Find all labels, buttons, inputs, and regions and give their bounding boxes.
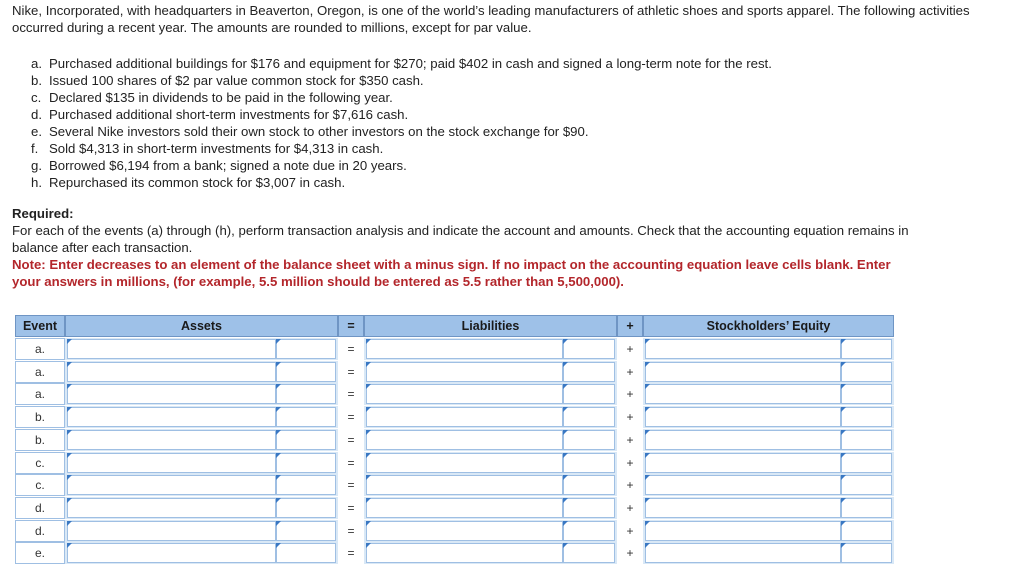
plus-sign: + — [626, 523, 634, 538]
plus-sign: + — [626, 342, 634, 356]
event-letter: h. — [31, 175, 42, 190]
liabilities-account-input[interactable] — [366, 362, 563, 382]
event-text: Repurchased its common stock for $3,007 in cash. — [49, 175, 346, 190]
liabilities-amount-input[interactable] — [563, 521, 615, 541]
equals-sign: = — [347, 410, 355, 425]
event-item — [31, 174, 991, 191]
liabilities-account-input[interactable] — [366, 521, 563, 541]
liabilities-amount-input[interactable] — [563, 453, 615, 473]
assets-account-input[interactable] — [67, 475, 276, 495]
event-letter: g. — [31, 158, 42, 173]
plus-sign: + — [626, 478, 634, 493]
liabilities-amount-input[interactable] — [563, 339, 615, 359]
equity-account-input[interactable] — [645, 339, 841, 359]
equity-amount-input[interactable] — [841, 475, 892, 495]
assets-account-input[interactable] — [67, 362, 276, 382]
equity-account-input[interactable] — [645, 384, 841, 404]
equity-amount-input[interactable] — [841, 430, 892, 450]
equity-amount-input[interactable] — [841, 362, 892, 382]
liabilities-account-input[interactable] — [366, 453, 563, 473]
liabilities-account-input[interactable] — [366, 407, 563, 427]
table-row — [15, 383, 894, 405]
assets-account-input[interactable] — [67, 430, 276, 450]
header-event: Event — [15, 315, 65, 337]
equals-sign: = — [347, 364, 355, 379]
equity-amount-input[interactable] — [841, 521, 892, 541]
assets-amount-input[interactable] — [276, 430, 336, 450]
event-text: Several Nike investors sold their own stock to other investors on the stock exchange for $90. — [49, 124, 589, 139]
header-liabilities: Liabilities — [364, 315, 617, 337]
liabilities-amount-input[interactable] — [563, 362, 615, 382]
table-row — [15, 429, 894, 451]
required-text: For each of the events (a) through (h), perform transaction analysis and indicate the account and amounts. Check that the accounting equation remains in balance after each transaction. — [12, 223, 909, 255]
equity-account-input[interactable] — [645, 453, 841, 473]
plus-sign: + — [626, 432, 634, 447]
assets-account-input[interactable] — [67, 407, 276, 427]
event-item — [31, 157, 991, 174]
plus-sign: + — [626, 546, 634, 561]
assets-amount-input[interactable] — [276, 521, 336, 541]
plus-sign: + — [626, 410, 634, 425]
header-equity: Stockholders’ Equity — [643, 315, 894, 337]
liabilities-amount-input[interactable] — [563, 475, 615, 495]
equity-amount-input[interactable] — [841, 453, 892, 473]
assets-account-input[interactable] — [67, 521, 276, 541]
assets-amount-input[interactable] — [276, 475, 336, 495]
equals-sign: = — [347, 478, 355, 493]
event-item — [31, 140, 991, 157]
problem-intro: Nike, Incorporated, with headquarters in Beaverton, Oregon, is one of the world’s leading manufacturers of athletic shoes and sports apparel. The following activities occurred during a recent year. The amounts are rounded to millions, except for par value. — [12, 3, 970, 35]
required-title: Required: — [12, 206, 74, 221]
liabilities-account-input[interactable] — [366, 430, 563, 450]
assets-account-input[interactable] — [67, 339, 276, 359]
liabilities-account-input[interactable] — [366, 384, 563, 404]
event-cell: c. — [15, 474, 65, 496]
table-row — [15, 406, 894, 428]
equity-amount-input[interactable] — [841, 498, 892, 518]
equals-sign: = — [347, 523, 355, 538]
equity-account-input[interactable] — [645, 430, 841, 450]
note-text: Note: Enter decreases to an element of the balance sheet with a minus sign. If no impact on the accounting equation leave cells blank. Enter your answers in millions, (for example, 5.5 million should be entered as 5.5 rather than 5,500,000). — [12, 257, 891, 289]
plus-sign: + — [626, 455, 634, 470]
liabilities-account-input[interactable] — [366, 543, 563, 563]
equity-account-input[interactable] — [645, 543, 841, 563]
liabilities-amount-input[interactable] — [563, 384, 615, 404]
equals-sign: = — [347, 455, 355, 470]
event-cell: e. — [15, 542, 65, 564]
event-cell: b. — [15, 429, 65, 451]
event-cell: d. — [15, 520, 65, 542]
event-letter: f. — [31, 141, 39, 156]
assets-amount-input[interactable] — [276, 339, 336, 359]
event-item — [31, 123, 991, 140]
liabilities-amount-input[interactable] — [563, 543, 615, 563]
event-text: Purchased additional short-term investments for $7,616 cash. — [49, 107, 409, 122]
event-letter: e. — [31, 124, 42, 139]
assets-account-input[interactable] — [67, 498, 276, 518]
equity-account-input[interactable] — [645, 521, 841, 541]
table-row — [15, 361, 894, 383]
event-item — [31, 55, 991, 72]
event-letter: b. — [31, 73, 42, 88]
event-cell: a. — [15, 338, 65, 360]
event-cell: c. — [15, 452, 65, 474]
assets-account-input[interactable] — [67, 384, 276, 404]
table-row — [15, 497, 894, 519]
event-list — [31, 55, 991, 191]
equity-account-input[interactable] — [645, 498, 841, 518]
equals-sign: = — [347, 546, 355, 561]
event-letter: a. — [31, 56, 42, 71]
equals-sign: = — [347, 500, 355, 515]
liabilities-account-input[interactable] — [366, 339, 563, 359]
liabilities-account-input[interactable] — [366, 475, 563, 495]
liabilities-amount-input[interactable] — [563, 498, 615, 518]
assets-account-input[interactable] — [67, 453, 276, 473]
event-text: Issued 100 shares of $2 par value common stock for $350 cash. — [49, 73, 424, 88]
event-text: Sold $4,313 in short-term investments for $4,313 in cash. — [49, 141, 384, 156]
equity-account-input[interactable] — [645, 407, 841, 427]
plus-sign: + — [626, 364, 634, 379]
assets-amount-input[interactable] — [276, 498, 336, 518]
plus-sign: + — [626, 387, 634, 402]
equity-amount-input[interactable] — [841, 407, 892, 427]
event-text: Borrowed $6,194 from a bank; signed a note due in 20 years. — [49, 158, 407, 173]
event-cell: a. — [15, 383, 65, 405]
assets-account-input[interactable] — [67, 543, 276, 563]
assets-amount-input[interactable] — [276, 362, 336, 382]
table-row — [15, 520, 894, 542]
event-cell: b. — [15, 406, 65, 428]
liabilities-amount-input[interactable] — [563, 430, 615, 450]
event-item — [31, 72, 991, 89]
event-text: Purchased additional buildings for $176 and equipment for $270; paid $402 in cash and signed a long-term note for the rest. — [49, 56, 772, 71]
event-letter: d. — [31, 107, 42, 122]
assets-amount-input[interactable] — [276, 384, 336, 404]
header-equals: = — [338, 315, 364, 337]
equity-amount-input[interactable] — [841, 339, 892, 359]
event-item — [31, 106, 991, 123]
assets-amount-input[interactable] — [276, 543, 336, 563]
equity-amount-input[interactable] — [841, 384, 892, 404]
assets-amount-input[interactable] — [276, 453, 336, 473]
plus-sign: + — [626, 500, 634, 515]
table-row — [15, 452, 894, 474]
table-row — [15, 542, 894, 564]
equals-sign: = — [347, 432, 355, 447]
equals-sign: = — [347, 387, 355, 402]
header-plus: + — [617, 315, 643, 337]
equity-account-input[interactable] — [645, 475, 841, 495]
header-assets: Assets — [65, 315, 338, 337]
assets-amount-input[interactable] — [276, 407, 336, 427]
equals-sign: = — [347, 342, 355, 356]
event-text: Declared $135 in dividends to be paid in the following year. — [49, 90, 393, 105]
table-row — [15, 474, 894, 496]
event-cell: a. — [15, 361, 65, 383]
liabilities-account-input[interactable] — [366, 498, 563, 518]
liabilities-amount-input[interactable] — [563, 407, 615, 427]
table-row — [15, 338, 894, 360]
equity-account-input[interactable] — [645, 362, 841, 382]
event-letter: c. — [31, 90, 42, 105]
equity-amount-input[interactable] — [841, 543, 892, 563]
event-item — [31, 89, 991, 106]
event-cell: d. — [15, 497, 65, 519]
